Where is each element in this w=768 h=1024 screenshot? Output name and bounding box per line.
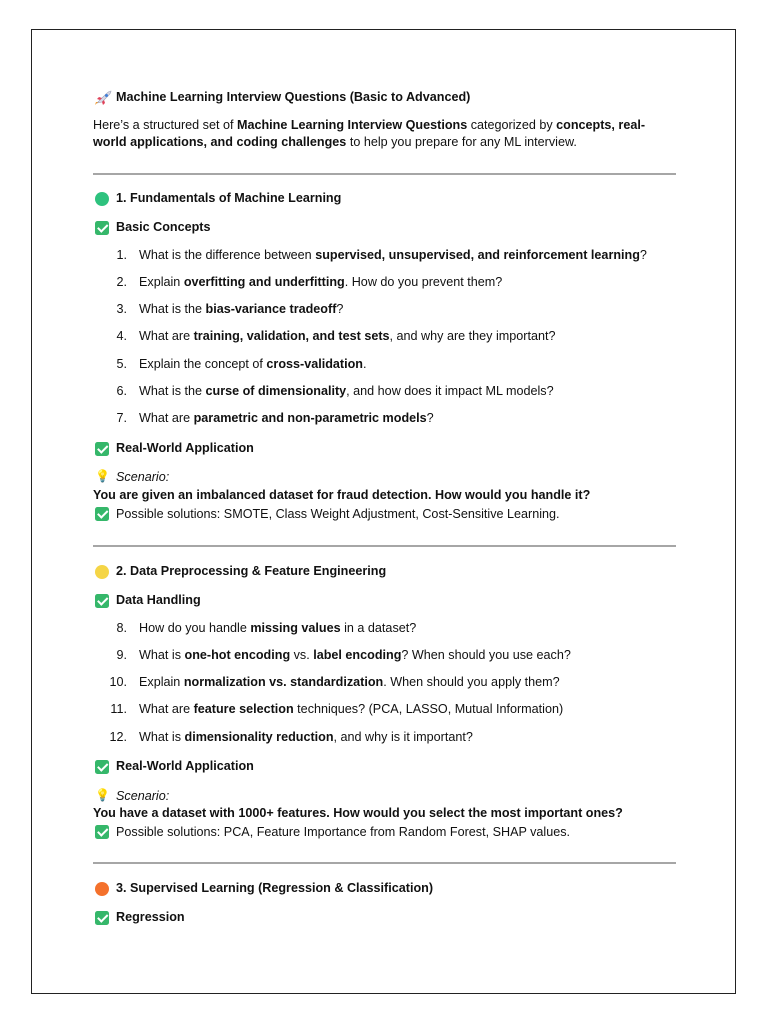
question-text: , and why are they important? xyxy=(389,329,556,343)
light-bulb-icon: 💡 xyxy=(95,469,110,483)
question-item xyxy=(139,301,343,318)
question-text: , and how does it impact ML models? xyxy=(346,384,554,398)
application-heading: Real-World Application xyxy=(116,441,254,455)
question-emphasis: normalization vs. standardization xyxy=(183,675,384,689)
check-mark-icon xyxy=(95,221,109,235)
question-text: What is xyxy=(139,648,185,662)
divider xyxy=(93,173,676,175)
question-item xyxy=(139,620,416,637)
question-text: Explain xyxy=(139,275,184,289)
question-number: 9. xyxy=(116,648,127,662)
question-text: What are xyxy=(139,411,194,425)
question-number: 6. xyxy=(116,384,127,398)
question-text: vs. xyxy=(290,648,314,662)
subsection-heading: Basic Concepts xyxy=(116,220,211,234)
green-circle-icon xyxy=(95,192,109,206)
question-number: 2. xyxy=(116,275,127,289)
question-text: What is the xyxy=(139,384,206,398)
question-number: 5. xyxy=(116,357,127,371)
question-emphasis: dimensionality reduction xyxy=(184,730,334,744)
question-text: , and why is it important? xyxy=(333,730,473,744)
question-text: . When should you apply them? xyxy=(383,675,560,689)
question-text: What is the xyxy=(139,302,206,316)
question-text: What are xyxy=(139,702,194,716)
check-mark-icon xyxy=(95,911,109,925)
check-mark-icon xyxy=(95,825,109,839)
question-number: 12. xyxy=(109,730,127,744)
intro-text: concepts, real- xyxy=(556,118,646,132)
question-text: . How do you prevent them? xyxy=(344,275,503,289)
question-text: What is xyxy=(139,730,185,744)
question-number: 10. xyxy=(109,675,127,689)
question-emphasis: label encoding xyxy=(313,648,402,662)
scenario-label: Scenario: xyxy=(116,470,170,484)
check-mark-icon xyxy=(95,442,109,456)
solution-text: Possible solutions: SMOTE, Class Weight Adjustment, Cost-Sensitive Learning. xyxy=(116,507,560,521)
question-text: techniques? (PCA, LASSO, Mutual Information) xyxy=(293,702,564,716)
divider xyxy=(93,862,676,864)
check-mark-icon xyxy=(95,594,109,608)
light-bulb-icon: 💡 xyxy=(95,788,110,802)
question-number: 11. xyxy=(110,702,127,716)
intro-text: to help you prepare for any ML interview. xyxy=(346,135,577,149)
scenario-text: You are given an imbalanced dataset for fraud detection. How would you handle it? xyxy=(93,488,591,502)
intro-text: Machine Learning Interview Questions xyxy=(236,118,468,132)
question-text: Explain xyxy=(139,675,184,689)
page-title: Machine Learning Interview Questions (Basic to Advanced) xyxy=(116,90,471,104)
question-item xyxy=(139,383,554,400)
section-title: 2. Data Preprocessing & Feature Engineering xyxy=(116,564,387,578)
question-emphasis: one-hot encoding xyxy=(184,648,291,662)
intro-text: categorized by xyxy=(467,118,557,132)
question-emphasis: feature selection xyxy=(193,702,294,716)
question-item xyxy=(139,729,473,746)
question-item xyxy=(139,274,502,291)
question-text: in a dataset? xyxy=(340,621,417,635)
intro-line-2 xyxy=(93,134,577,151)
solution-text: Possible solutions: PCA, Feature Importance from Random Forest, SHAP values. xyxy=(116,825,571,839)
question-emphasis: curse of dimensionality xyxy=(205,384,347,398)
question-emphasis: cross-validation xyxy=(266,357,364,371)
intro-line-1 xyxy=(93,117,645,134)
check-mark-icon xyxy=(95,507,109,521)
question-emphasis: supervised, unsupervised, and reinforcement learning xyxy=(315,248,640,262)
question-emphasis: training, validation, and test sets xyxy=(193,329,390,343)
question-item xyxy=(139,410,434,427)
subsection-heading: Data Handling xyxy=(116,593,201,607)
question-item xyxy=(139,674,560,691)
question-text: What is the difference between xyxy=(139,248,316,262)
question-text: ? xyxy=(426,411,434,425)
question-number: 8. xyxy=(116,621,127,635)
question-number: 4. xyxy=(116,329,127,343)
section-title: 1. Fundamentals of Machine Learning xyxy=(116,191,342,205)
question-text: ? xyxy=(639,248,647,262)
check-mark-icon xyxy=(95,760,109,774)
question-emphasis: missing values xyxy=(250,621,341,635)
subsection-heading: Regression xyxy=(116,910,185,924)
yellow-circle-icon xyxy=(95,565,109,579)
question-text: Explain the concept of xyxy=(139,357,267,371)
question-number: 3. xyxy=(116,302,127,316)
intro-text: world applications, and coding challenges xyxy=(93,135,347,149)
intro-text: Here’s a structured set of xyxy=(93,118,237,132)
question-text: What are xyxy=(139,329,194,343)
question-text: How do you handle xyxy=(139,621,251,635)
question-number: 7. xyxy=(116,411,127,425)
divider xyxy=(93,545,676,547)
rocket-icon xyxy=(94,90,112,106)
question-item xyxy=(139,356,367,373)
application-heading: Real-World Application xyxy=(116,759,254,773)
question-text: . xyxy=(363,357,367,371)
question-emphasis: parametric and non-parametric models xyxy=(193,411,427,425)
question-item xyxy=(139,247,647,264)
question-item xyxy=(139,701,563,718)
orange-circle-icon xyxy=(95,882,109,896)
scenario-label: Scenario: xyxy=(116,789,170,803)
question-item xyxy=(139,647,571,664)
question-text: ? When should you use each? xyxy=(401,648,571,662)
scenario-text: You have a dataset with 1000+ features. How would you select the most important ones? xyxy=(93,806,623,820)
question-emphasis: overfitting and underfitting xyxy=(183,275,345,289)
question-item xyxy=(139,328,555,345)
question-text: ? xyxy=(336,302,344,316)
question-number: 1. xyxy=(116,248,127,262)
question-emphasis: bias-variance tradeoff xyxy=(205,302,337,316)
section-title: 3. Supervised Learning (Regression & Classification) xyxy=(116,881,434,895)
